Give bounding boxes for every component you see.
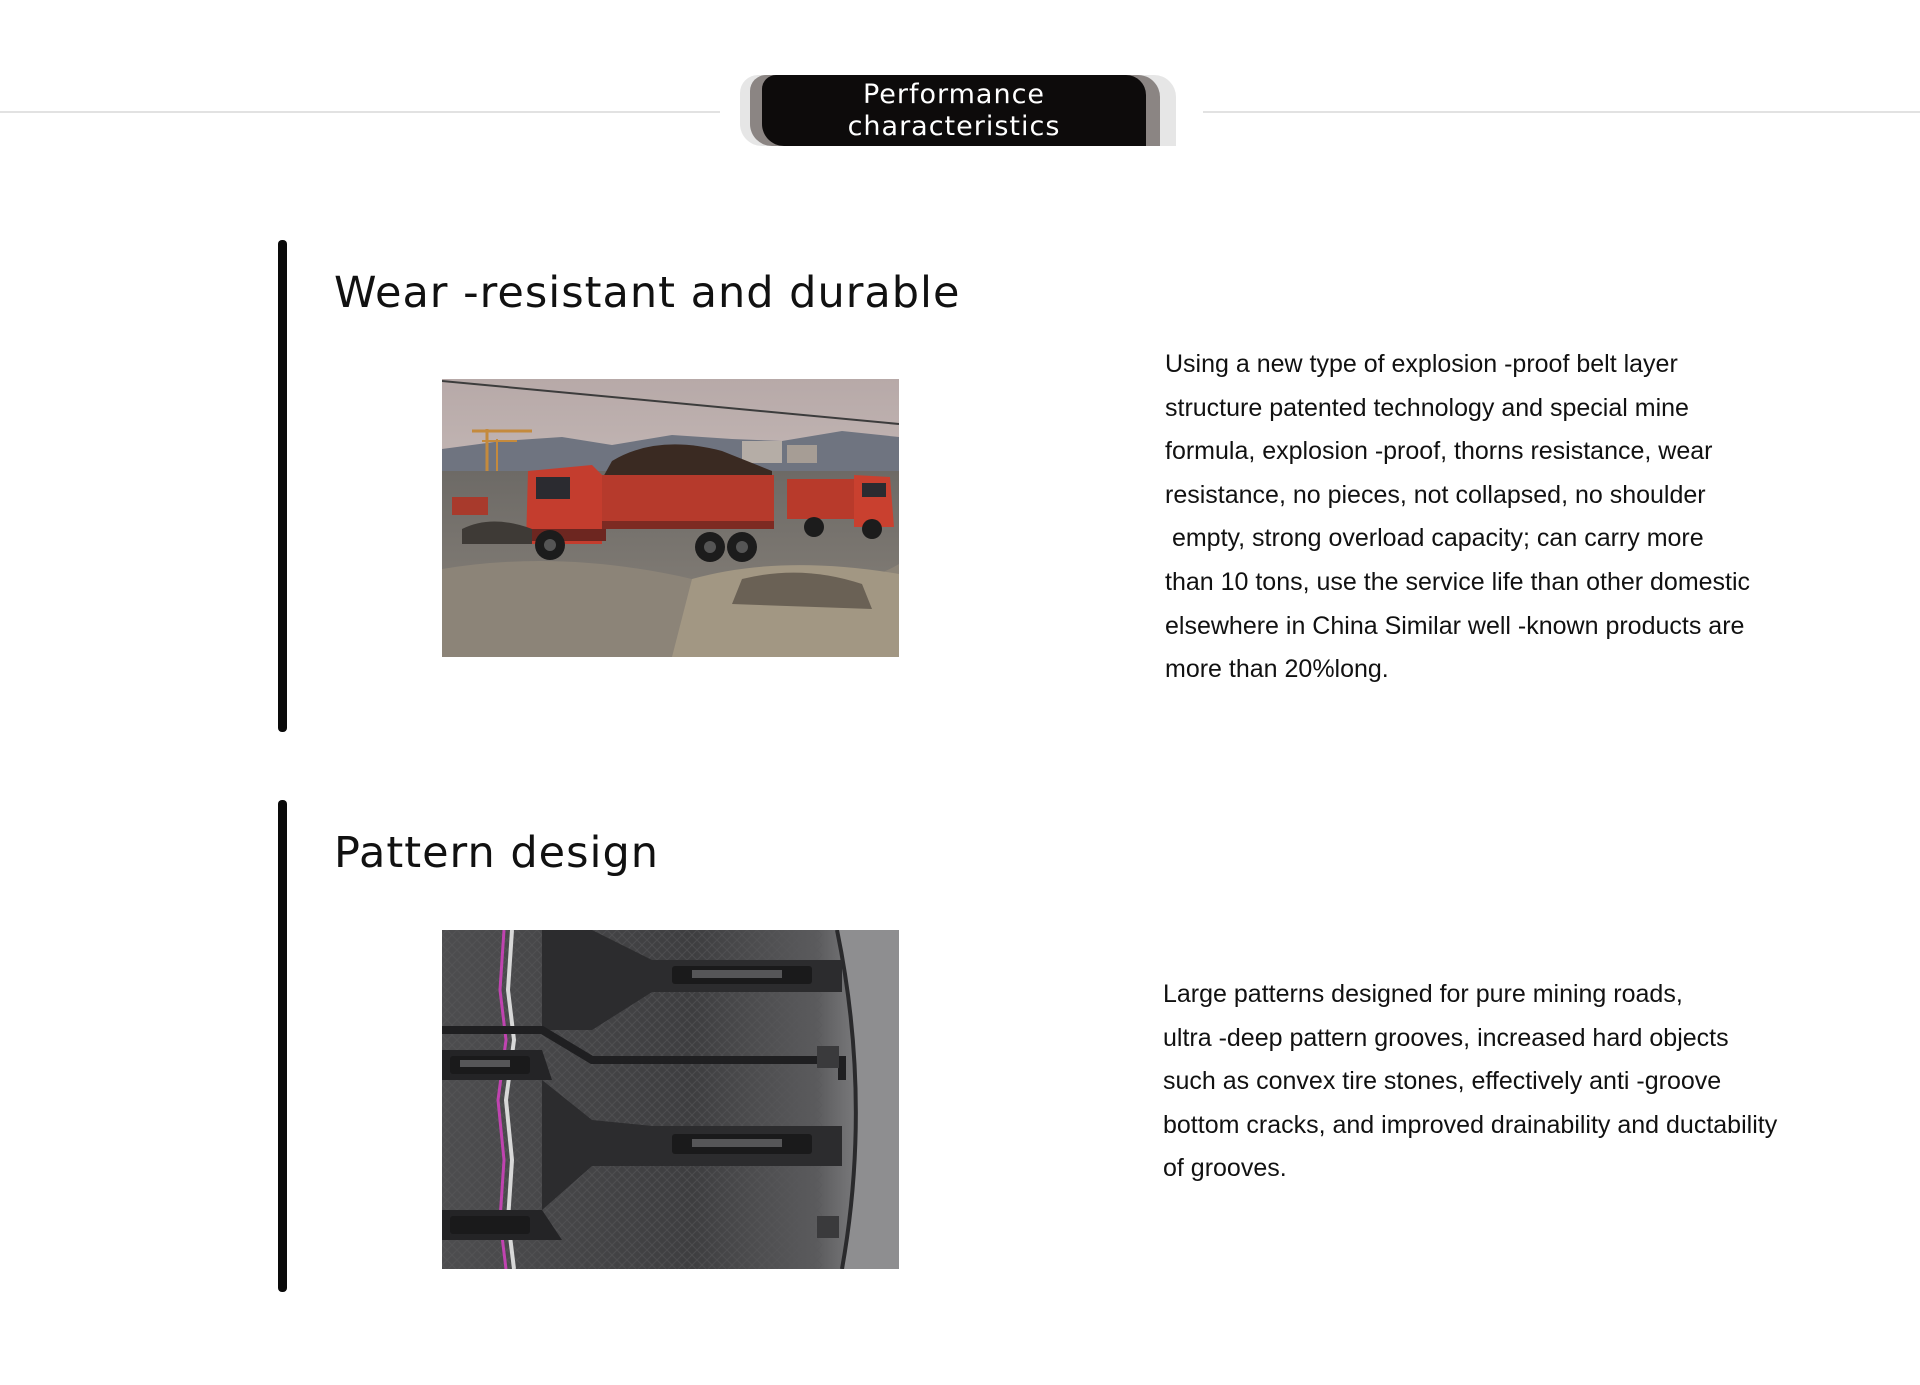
header-divider-left [0,111,720,113]
header-divider-right [1203,111,1920,113]
description-line: formula, explosion -proof, thorns resistance, wear [1165,437,1713,466]
description-line: structure patented technology and special mine [1165,393,1689,422]
description-line: elsewhere in China Similar well -known products are [1165,611,1745,640]
section-accent-bar [278,800,287,1292]
tire-tread-photo [442,930,899,1269]
feature-description [1163,973,1777,1191]
banner-title-line1: Performance [862,78,1046,110]
description-line: empty, strong overload capacity; can carry more [1165,524,1704,553]
section-title: Wear -resistant and durable [334,268,961,318]
mining-trucks-photo [442,379,899,657]
feature-wear-resistant [278,240,1878,732]
banner-title-line2: characteristics [847,110,1061,142]
description-line: bottom cracks, and improved drainability and ductability [1163,1110,1778,1139]
section-accent-bar [278,240,287,732]
section-header-banner [740,75,1176,146]
description-line: ultra -deep pattern grooves, increased hard objects [1163,1023,1729,1052]
banner-label [762,75,1146,146]
description-line: resistance, no pieces, not collapsed, no shoulder [1165,480,1706,509]
description-line: such as convex tire stones, effectively anti -groove [1163,1067,1722,1096]
description-line: of grooves. [1163,1154,1287,1183]
description-line: Large patterns designed for pure mining roads, [1163,980,1683,1008]
description-line: Using a new type of explosion -proof belt layer [1165,350,1678,378]
feature-pattern-design [278,800,1878,1292]
description-line: more than 20%long. [1165,655,1389,684]
description-line: than 10 tons, use the service life than other domestic [1165,567,1751,596]
section-title: Pattern design [334,828,660,878]
feature-description [1165,343,1750,692]
